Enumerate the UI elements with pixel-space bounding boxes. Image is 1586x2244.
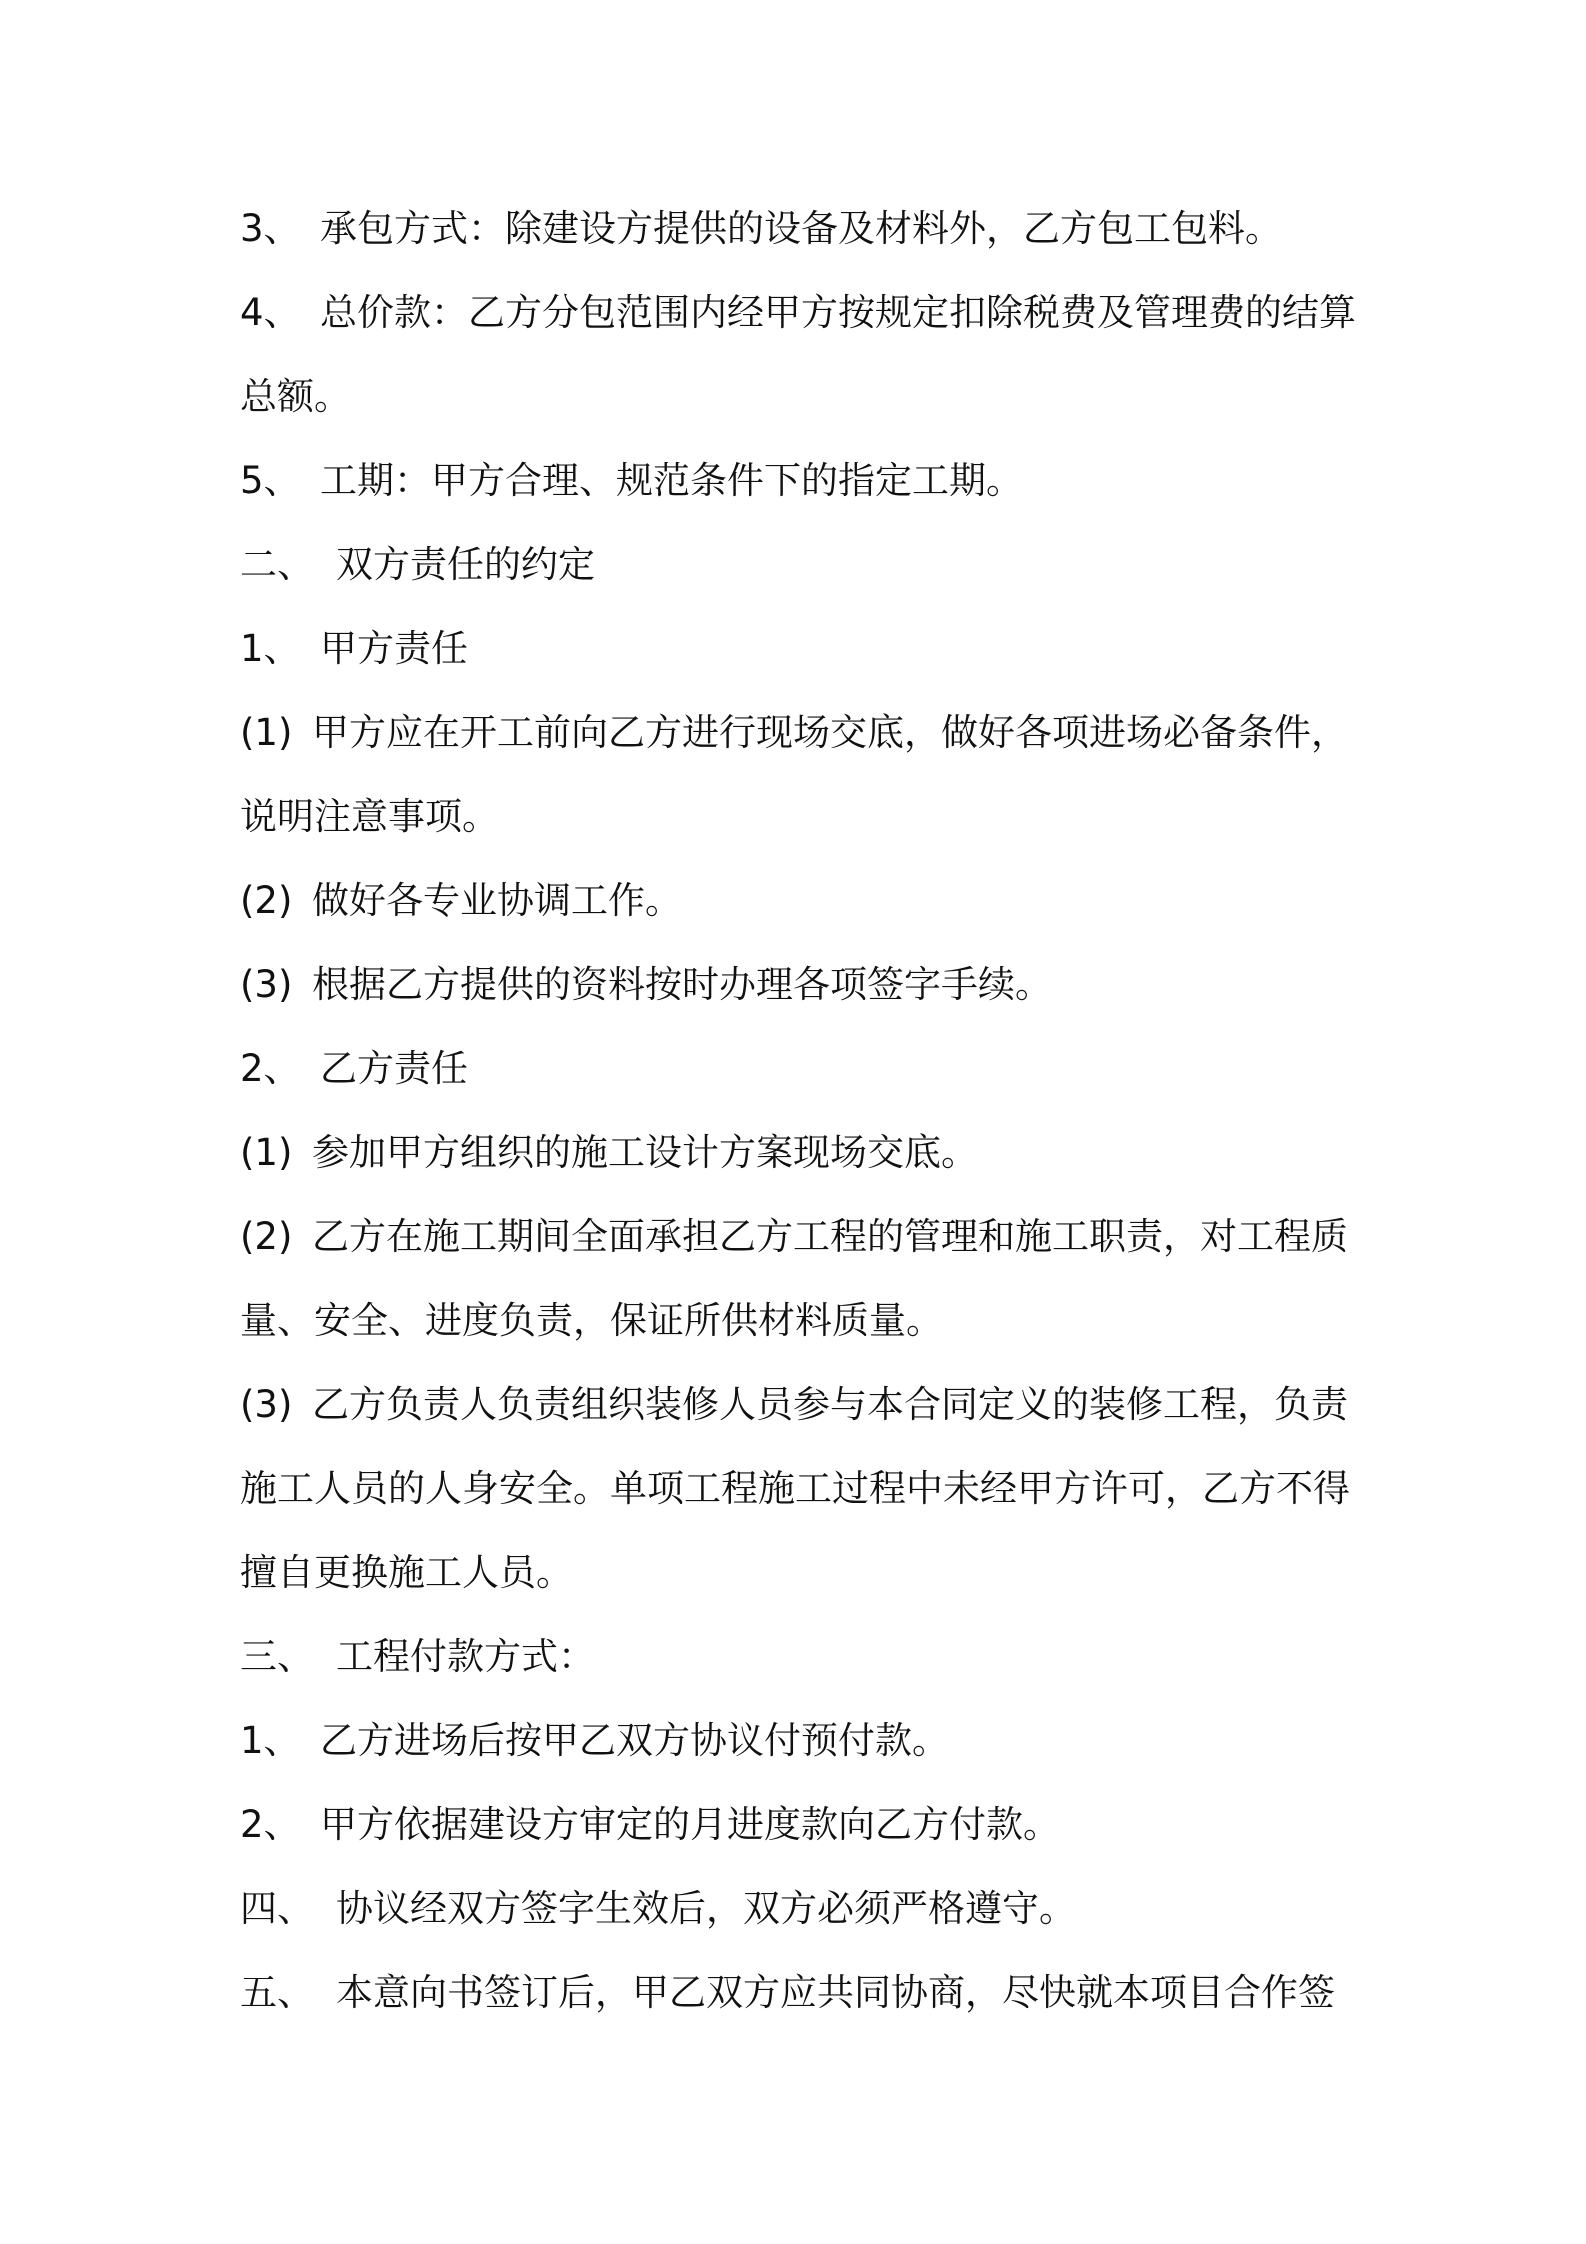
item-text: 甲方责任 [320, 627, 468, 670]
item-text: 总价款：乙方分包范围内经甲方按规定扣除税费及管理费的结算 [320, 291, 1356, 334]
item-4-total-price [240, 271, 1370, 355]
item-text: 乙方在施工期间全面承担乙方工程的管理和施工职责，对工程质 [312, 1215, 1348, 1258]
item-text: 量、安全、进度负责，保证所供材料质量。 [240, 1299, 943, 1342]
sub-item-marker: (1) [240, 711, 293, 754]
party-a-duty-1 [240, 691, 1370, 775]
item-marker: 1、 [240, 627, 301, 670]
item-3-bearing-method [240, 187, 1370, 271]
item-text: 根据乙方提供的资料按时办理各项签字手续。 [312, 963, 1052, 1006]
item-4-continuation [240, 355, 1370, 439]
sub-item-marker: (1) [240, 1131, 293, 1174]
payment-item-1 [240, 1699, 1370, 1783]
party-a-duty-2 [240, 859, 1370, 943]
item-text: 乙方负责人负责组织装修人员参与本合同定义的装修工程，负责 [312, 1383, 1348, 1426]
party-b-duty-3-continuation-2 [240, 1531, 1370, 1615]
item-text: 工期：甲方合理、规范条件下的指定工期。 [320, 459, 1023, 502]
section-marker: 二、 [240, 543, 314, 586]
item-text: 做好各专业协调工作。 [312, 879, 682, 922]
item-marker: 2、 [240, 1803, 301, 1846]
item-marker: 2、 [240, 1047, 301, 1090]
item-marker: 4、 [240, 291, 301, 334]
party-b-duty-3-continuation [240, 1447, 1370, 1531]
section-title: 双方责任的约定 [336, 543, 595, 586]
party-a-duties-heading [240, 607, 1370, 691]
item-marker: 1、 [240, 1719, 301, 1762]
item-text: 甲方应在开工前向乙方进行现场交底，做好各项进场必备条件， [312, 711, 1348, 754]
section-marker: 五、 [240, 1971, 314, 2014]
item-text: 说明注意事项。 [240, 795, 499, 838]
item-5-schedule [240, 439, 1370, 523]
party-a-duty-3 [240, 943, 1370, 1027]
party-a-duty-1-continuation [240, 775, 1370, 859]
section-title: 工程付款方式： [336, 1635, 595, 1678]
payment-item-2 [240, 1783, 1370, 1867]
section-marker: 三、 [240, 1635, 314, 1678]
section-2-heading [240, 523, 1370, 607]
sub-item-marker: (2) [240, 1215, 293, 1258]
item-marker: 3、 [240, 207, 301, 250]
party-b-duties-heading [240, 1027, 1370, 1111]
party-b-duty-1 [240, 1111, 1370, 1195]
item-text: 乙方责任 [320, 1047, 468, 1090]
section-4-heading [240, 1867, 1370, 1951]
item-text: 总额。 [240, 375, 351, 418]
item-text: 施工人员的人身安全。单项工程施工过程中未经甲方许可，乙方不得 [240, 1467, 1350, 1510]
section-title: 协议经双方签字生效后，双方必须严格遵守。 [336, 1887, 1076, 1930]
section-marker: 四、 [240, 1887, 314, 1930]
item-text: 乙方进场后按甲乙双方协议付预付款。 [320, 1719, 949, 1762]
sub-item-marker: (2) [240, 879, 293, 922]
party-b-duty-2-continuation [240, 1279, 1370, 1363]
item-text: 参加甲方组织的施工设计方案现场交底。 [312, 1131, 978, 1174]
item-text: 擅自更换施工人员。 [240, 1551, 573, 1594]
section-5-heading [240, 1951, 1370, 2035]
item-text: 甲方依据建设方审定的月进度款向乙方付款。 [320, 1803, 1060, 1846]
section-3-heading [240, 1615, 1370, 1699]
item-marker: 5、 [240, 459, 301, 502]
party-b-duty-3 [240, 1363, 1370, 1447]
item-text: 承包方式：除建设方提供的设备及材料外，乙方包工包料。 [320, 207, 1282, 250]
sub-item-marker: (3) [240, 1383, 293, 1426]
section-title: 本意向书签订后，甲乙双方应共同协商，尽快就本项目合作签 [336, 1971, 1335, 2014]
sub-item-marker: (3) [240, 963, 293, 1006]
party-b-duty-2 [240, 1195, 1370, 1279]
